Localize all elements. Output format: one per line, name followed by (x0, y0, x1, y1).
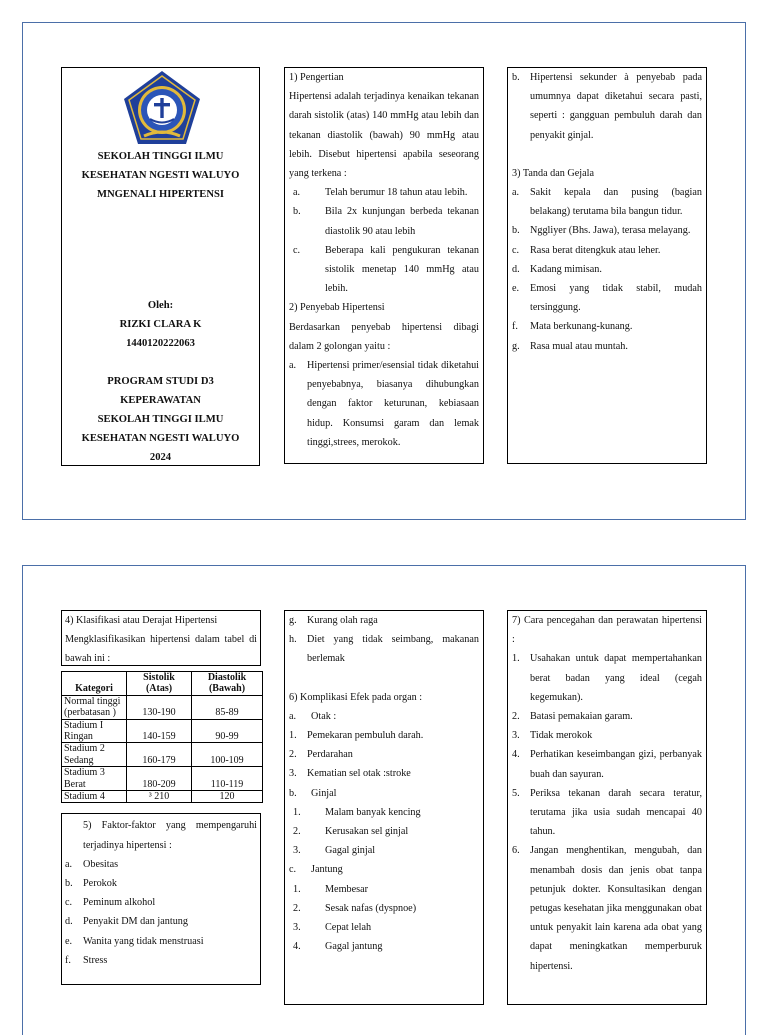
list-item: a. Sakit kepala dan pusing (bagian belakang) terutama bila bangun tidur. (512, 187, 702, 218)
classification-intro: Mengklasifikasikan hipertensi dalam tabel di bawah ini : (65, 634, 257, 665)
list-item: 4. Perhatikan keseimbangan gizi, perbanyak buah dan sayuran. (512, 749, 702, 780)
program-line2: KEPERAWATAN (120, 395, 201, 406)
section-heading-2: 2) Penyebab Hipertensi (289, 302, 385, 314)
list-item: d. Kadang mimisan. (512, 263, 602, 275)
year: 2024 (149, 452, 172, 463)
section-heading-1: 1) Pengertian (289, 72, 344, 83)
cause-intro: Berdasarkan penyebab hipertensi dibagi dalam 2 golongan yaitu : (289, 321, 479, 352)
list-item: b. Nggliyer (Bhs. Jawa), terasa melayang. (512, 225, 691, 237)
leaflet-title: MNGENALI HIPERTENSI (96, 189, 225, 200)
list-item: f. Stress (65, 954, 108, 966)
list-item: c. Beberapa kali pengukuran tekanan sistolik menetap 140 mmHg atau lebih. (293, 244, 479, 295)
list-item: 3. Tidak merokok (512, 730, 593, 742)
list-item: h. Diet yang tidak seimbang, makanan berlemak (289, 634, 479, 665)
list-item: a. Hipertensi primer/esensial tidak diketahui penyebabnya, biasanya dihubungkan dengan faktor keturunan, kebiasaan hidup. Konsumsi garam dan lemak tinggi,strees, merokok. (289, 360, 479, 448)
by-label: Oleh: (147, 300, 174, 311)
list-item: g. Rasa mual atau muntah. (512, 340, 628, 352)
organ-heading-jantung: c. Jantung (289, 864, 343, 876)
definition-panel (284, 67, 484, 464)
symptoms-list (512, 183, 702, 356)
list-item: 2. Perdarahan (289, 749, 353, 761)
cover-panel (61, 67, 260, 466)
criteria-list (289, 183, 479, 298)
author-id: 1440120222063 (126, 338, 195, 349)
list-item: 2. Kerusakan sel ginjal (293, 826, 409, 838)
symptoms-panel (507, 67, 707, 464)
column-header: Kategori (62, 672, 127, 696)
list-item: 3. Cepat lelah (293, 922, 372, 934)
table-row: Stadium I Ringan 140-159 90-99 (62, 719, 263, 743)
list-item: 2. Batasi pemakaian garam. (512, 711, 633, 723)
factors-box (61, 813, 261, 985)
section-heading-4: 4) Klasifikasi atau Derajat Hipertensi (65, 615, 218, 626)
author-name: RIZKI CLARA K (119, 319, 202, 330)
list-item: f. Mata berkunang-kunang. (512, 321, 633, 333)
list-item: d. Penyakit DM dan jantung (65, 916, 188, 928)
list-item: c. Peminum alkohol (65, 897, 156, 909)
table-row: Stadium 2 Sedang 160-179 100-109 (62, 743, 263, 767)
list-item: 6. Jangan menghentikan, mengubah, dan menambah dosis dan jenis obat tanpa petunjuk dokter. Konsultasikan dengan petugas kesehatan jika menggunakan obat untuk penyakit lain karena ada obat yang dapat meningkatkan memperburuk hipertensi. (512, 845, 702, 972)
list-item: 1. Usahakan untuk dapat mempertahankan berat badan yang ideal (cegah kegemukan). (512, 653, 702, 703)
college-logo (122, 70, 202, 146)
table-row: Normal tinggi (perbatasan ) 130-190 85-89 (62, 695, 263, 719)
classification-panel (61, 610, 261, 985)
list-item: a. Obesitas (65, 858, 119, 870)
column-header: Diastolik (Bawah) (192, 672, 263, 696)
program-line3: SEKOLAH TINGGI ILMU (97, 414, 224, 425)
column-header: Sistolik (Atas) (127, 672, 192, 696)
definition-text: Hipertensi adalah terjadinya kenaikan tekanan darah sistolik (atas) 140 mmHg atau lebih dan tekanan diastolik (bawah) 90 mmHg atau lebih. Disebut hipertensi apabila seseorang yang terkena : (289, 91, 479, 180)
program-line1: PROGRAM STUDI D3 (107, 376, 214, 387)
list-item: 2. Sesak nafas (dyspnoe) (293, 902, 417, 914)
list-item: b. Perokok (65, 878, 117, 890)
list-item: b. Hipertensi sekunder à penyebab pada umumnya dapat diketahui secara pasti, seperti : gangguan pembuluh darah dan penyakit ginjal. (512, 72, 702, 141)
list-item: 4. Gagal jantung (293, 941, 383, 953)
list-item: 5. Periksa tekanan darah secara teratur, terutama jika usia sudah mencapai 40 tahun. (512, 787, 702, 838)
section-heading-3: 3) Tanda dan Gejala (512, 167, 594, 179)
prevention-panel (507, 610, 707, 1005)
factors-list (65, 855, 257, 970)
list-item: c. Rasa berat ditengkuk atau leher. (512, 244, 661, 256)
list-item: 1. Membesar (293, 883, 368, 895)
list-item: g. Kurang olah raga (289, 615, 378, 626)
section-heading-6: 6) Komplikasi Efek pada organ : (289, 691, 423, 703)
list-item: 1. Malam banyak kencing (293, 806, 421, 818)
program-line4: KESEHATAN NGESTI WALUYO (81, 433, 240, 444)
list-item: 1. Pemekaran pembuluh darah. (289, 730, 424, 742)
organ-heading-ginjal: b. Ginjal (289, 787, 337, 799)
organ-heading-otak: a. Otak : (289, 710, 337, 722)
complications-panel (284, 610, 484, 1005)
section-heading-5: 5) Faktor-faktor yang mempengaruhi terjadinya hipertensi : (83, 820, 257, 851)
list-item: b. Bila 2x kunjungan berbeda tekanan diastolik 90 atau lebih (293, 206, 479, 237)
list-item: e. Wanita yang tidak menstruasi (65, 935, 204, 947)
prevention-list (512, 649, 702, 975)
table-row: Stadium 4 ³ 210 120 (62, 791, 263, 803)
table-row: Stadium 3 Berat 180-209 110-119 (62, 767, 263, 791)
college-name-line2: KESEHATAN NGESTI WALUYO (81, 170, 240, 181)
list-item: e. Emosi yang tidak stabil, mudah tersinggung. (512, 283, 702, 314)
classification-table (61, 671, 263, 803)
list-item: a. Telah berumur 18 tahun atau lebih. (293, 187, 468, 199)
table-header-row (62, 672, 263, 696)
list-item: 3. Gagal ginjal (293, 845, 376, 857)
section-heading-7: 7) Cara pencegahan dan perawatan hipertensi : (512, 615, 702, 646)
college-name-line1: SEKOLAH TINGGI ILMU (97, 151, 224, 162)
classification-header-box (61, 610, 261, 666)
list-item: 3. Kematian sel otak :stroke (289, 768, 411, 780)
